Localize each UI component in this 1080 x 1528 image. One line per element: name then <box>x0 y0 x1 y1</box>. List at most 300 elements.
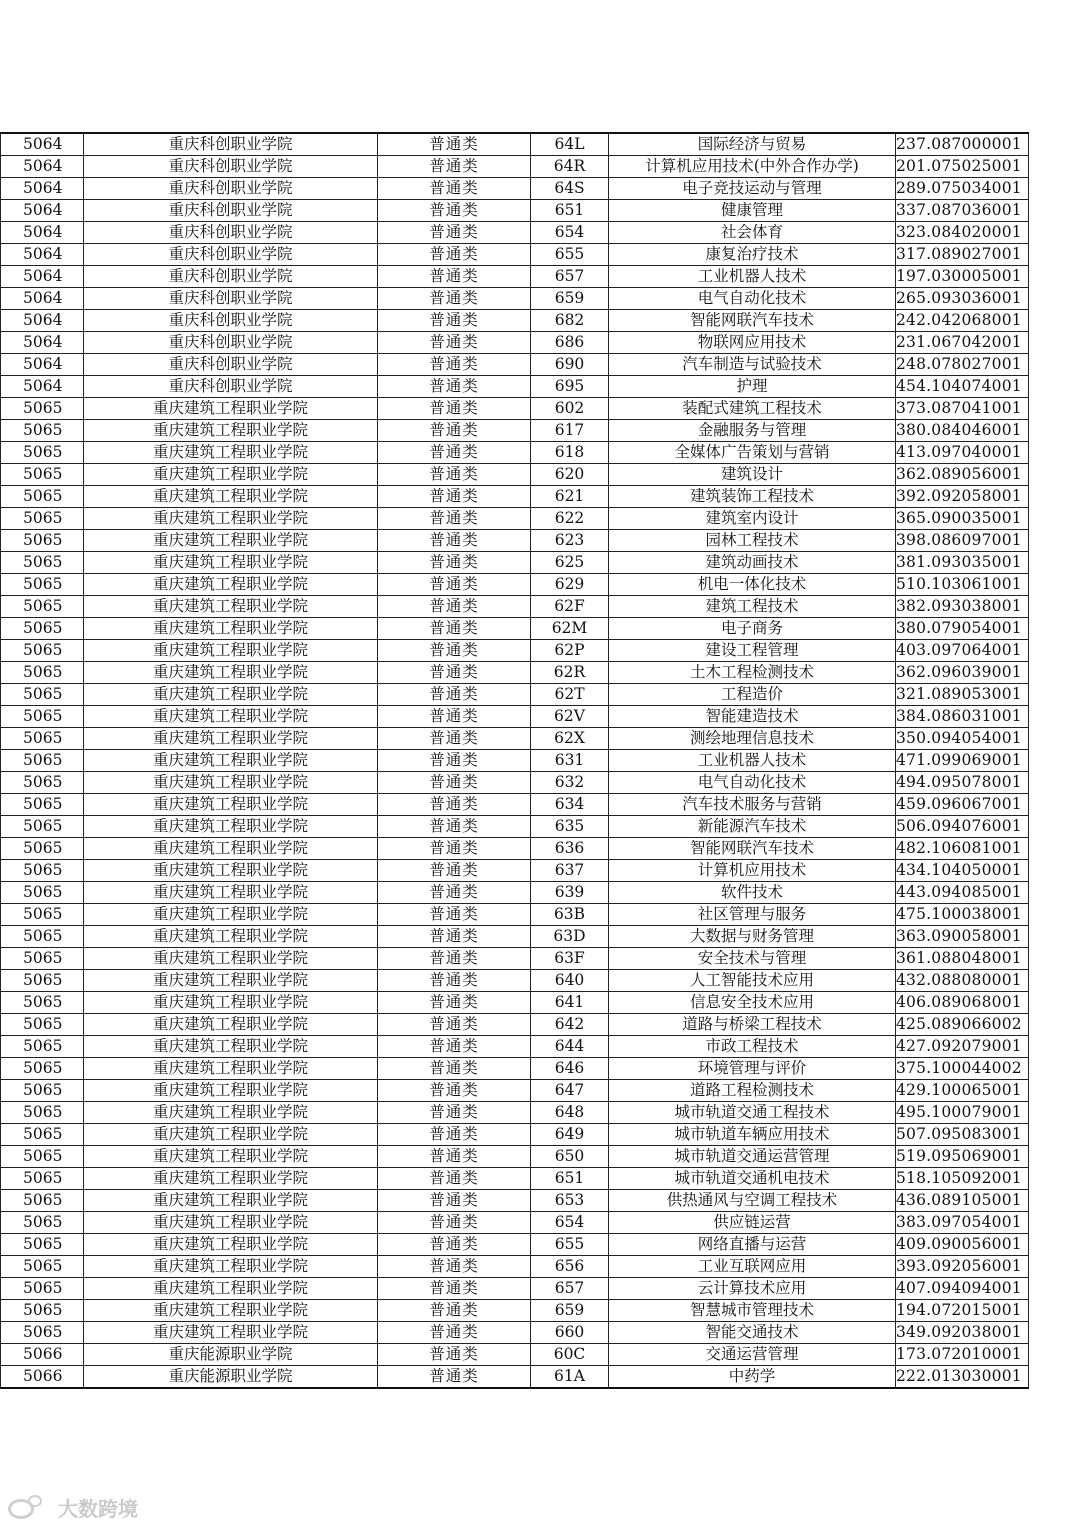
cell-school-name: 重庆科创职业学院 <box>84 133 378 156</box>
cell-school-name: 重庆建筑工程职业学院 <box>84 508 378 530</box>
table-row <box>1 618 1029 640</box>
cell-major-code: 646 <box>531 1058 609 1080</box>
cell-major-name: 信息安全技术应用 <box>609 992 896 1014</box>
cell-score: 375.100044002 <box>896 1058 1029 1080</box>
cell-score: 197.030005001 <box>896 266 1029 288</box>
cell-score: 382.093038001 <box>896 596 1029 618</box>
cell-school-code: 5065 <box>1 1036 84 1058</box>
cell-score: 321.089053001 <box>896 684 1029 706</box>
cell-major-code: 690 <box>531 354 609 376</box>
cell-school-name: 重庆科创职业学院 <box>84 376 378 398</box>
table-row <box>1 816 1029 838</box>
cell-score: 242.042068001 <box>896 310 1029 332</box>
cell-school-code: 5064 <box>1 156 84 178</box>
cell-school-name: 重庆科创职业学院 <box>84 288 378 310</box>
cell-category: 普通类 <box>378 1058 531 1080</box>
cell-score: 317.089027001 <box>896 244 1029 266</box>
cell-major-name: 园林工程技术 <box>609 530 896 552</box>
table-row <box>1 442 1029 464</box>
cell-major-name: 建筑动画技术 <box>609 552 896 574</box>
cell-category: 普通类 <box>378 816 531 838</box>
table-row <box>1 200 1029 222</box>
cell-category: 普通类 <box>378 244 531 266</box>
cell-school-code: 5065 <box>1 464 84 486</box>
cell-school-code: 5065 <box>1 948 84 970</box>
cell-school-name: 重庆科创职业学院 <box>84 156 378 178</box>
cell-score: 231.067042001 <box>896 332 1029 354</box>
cell-major-code: 659 <box>531 1300 609 1322</box>
cell-major-name: 大数据与财务管理 <box>609 926 896 948</box>
cell-school-code: 5065 <box>1 1322 84 1344</box>
cell-major-name: 云计算技术应用 <box>609 1278 896 1300</box>
cell-school-name: 重庆建筑工程职业学院 <box>84 904 378 926</box>
cell-school-name: 重庆建筑工程职业学院 <box>84 1322 378 1344</box>
table-row <box>1 882 1029 904</box>
cell-school-code: 5065 <box>1 1014 84 1036</box>
cell-school-code: 5064 <box>1 200 84 222</box>
cell-category: 普通类 <box>378 398 531 420</box>
cell-major-code: 650 <box>531 1146 609 1168</box>
cell-score: 289.075034001 <box>896 178 1029 200</box>
table-row <box>1 266 1029 288</box>
cell-major-name: 社区管理与服务 <box>609 904 896 926</box>
cell-major-name: 金融服务与管理 <box>609 420 896 442</box>
cell-major-code: 649 <box>531 1124 609 1146</box>
table-row <box>1 1300 1029 1322</box>
cell-category: 普通类 <box>378 420 531 442</box>
cell-major-name: 机电一体化技术 <box>609 574 896 596</box>
cell-category: 普通类 <box>378 310 531 332</box>
cell-school-name: 重庆建筑工程职业学院 <box>84 684 378 706</box>
cell-school-code: 5065 <box>1 684 84 706</box>
cell-school-name: 重庆建筑工程职业学院 <box>84 1212 378 1234</box>
cell-major-code: 625 <box>531 552 609 574</box>
cell-school-code: 5065 <box>1 530 84 552</box>
cell-score: 507.095083001 <box>896 1124 1029 1146</box>
cell-school-name: 重庆建筑工程职业学院 <box>84 1256 378 1278</box>
cell-school-name: 重庆建筑工程职业学院 <box>84 860 378 882</box>
cell-score: 432.088080001 <box>896 970 1029 992</box>
cell-school-name: 重庆建筑工程职业学院 <box>84 1080 378 1102</box>
cell-school-name: 重庆建筑工程职业学院 <box>84 1234 378 1256</box>
cell-major-name: 物联网应用技术 <box>609 332 896 354</box>
table-row <box>1 1146 1029 1168</box>
cell-major-name: 道路工程检测技术 <box>609 1080 896 1102</box>
cell-score: 383.097054001 <box>896 1212 1029 1234</box>
cell-score: 380.079054001 <box>896 618 1029 640</box>
cell-category: 普通类 <box>378 1366 531 1389</box>
cell-school-name: 重庆建筑工程职业学院 <box>84 640 378 662</box>
table-row <box>1 464 1029 486</box>
cell-school-code: 5064 <box>1 266 84 288</box>
table-row <box>1 420 1029 442</box>
cell-major-code: 64L <box>531 133 609 156</box>
cell-score: 494.095078001 <box>896 772 1029 794</box>
cell-major-name: 建设工程管理 <box>609 640 896 662</box>
cell-school-name: 重庆建筑工程职业学院 <box>84 816 378 838</box>
cell-major-name: 土木工程检测技术 <box>609 662 896 684</box>
cell-score: 237.087000001 <box>896 133 1029 156</box>
table-row <box>1 926 1029 948</box>
table-row <box>1 508 1029 530</box>
cell-school-code: 5065 <box>1 420 84 442</box>
cell-major-name: 环境管理与评价 <box>609 1058 896 1080</box>
cell-school-name: 重庆建筑工程职业学院 <box>84 1146 378 1168</box>
cell-major-name: 计算机应用技术 <box>609 860 896 882</box>
cell-school-name: 重庆建筑工程职业学院 <box>84 750 378 772</box>
cell-school-code: 5065 <box>1 596 84 618</box>
cell-major-code: 695 <box>531 376 609 398</box>
cell-major-name: 装配式建筑工程技术 <box>609 398 896 420</box>
cell-major-name: 道路与桥梁工程技术 <box>609 1014 896 1036</box>
cell-score: 427.092079001 <box>896 1036 1029 1058</box>
cell-category: 普通类 <box>378 1080 531 1102</box>
cell-category: 普通类 <box>378 178 531 200</box>
cell-school-code: 5065 <box>1 1058 84 1080</box>
cell-major-code: 63F <box>531 948 609 970</box>
cell-major-code: 621 <box>531 486 609 508</box>
cell-category: 普通类 <box>378 530 531 552</box>
cell-school-code: 5064 <box>1 376 84 398</box>
cell-score: 454.104074001 <box>896 376 1029 398</box>
cell-major-code: 640 <box>531 970 609 992</box>
table-body <box>1 133 1029 1388</box>
cell-score: 384.086031001 <box>896 706 1029 728</box>
cell-major-name: 电子商务 <box>609 618 896 640</box>
cell-major-name: 城市轨道车辆应用技术 <box>609 1124 896 1146</box>
cell-school-name: 重庆建筑工程职业学院 <box>84 1300 378 1322</box>
cell-major-code: 623 <box>531 530 609 552</box>
cell-school-name: 重庆科创职业学院 <box>84 244 378 266</box>
cell-category: 普通类 <box>378 1278 531 1300</box>
table-row <box>1 1212 1029 1234</box>
cell-major-name: 新能源汽车技术 <box>609 816 896 838</box>
cell-major-name: 智慧城市管理技术 <box>609 1300 896 1322</box>
cell-school-code: 5064 <box>1 332 84 354</box>
cell-category: 普通类 <box>378 464 531 486</box>
table-row <box>1 244 1029 266</box>
cell-category: 普通类 <box>378 728 531 750</box>
table-row <box>1 354 1029 376</box>
table-row <box>1 1278 1029 1300</box>
table-row <box>1 530 1029 552</box>
cell-school-code: 5065 <box>1 1124 84 1146</box>
table-row <box>1 1366 1029 1389</box>
cell-major-code: 602 <box>531 398 609 420</box>
cell-major-name: 汽车制造与试验技术 <box>609 354 896 376</box>
cell-category: 普通类 <box>378 684 531 706</box>
cell-category: 普通类 <box>378 200 531 222</box>
cell-school-name: 重庆建筑工程职业学院 <box>84 574 378 596</box>
cell-major-code: 656 <box>531 1256 609 1278</box>
cell-score: 413.097040001 <box>896 442 1029 464</box>
cell-school-code: 5065 <box>1 1102 84 1124</box>
cell-category: 普通类 <box>378 1036 531 1058</box>
cell-school-name: 重庆建筑工程职业学院 <box>84 882 378 904</box>
cell-school-name: 重庆科创职业学院 <box>84 332 378 354</box>
cell-school-code: 5064 <box>1 133 84 156</box>
cell-major-code: 635 <box>531 816 609 838</box>
table-row <box>1 662 1029 684</box>
cell-score: 475.100038001 <box>896 904 1029 926</box>
table-row <box>1 640 1029 662</box>
table-row <box>1 310 1029 332</box>
cell-major-code: 60C <box>531 1344 609 1366</box>
cell-category: 普通类 <box>378 266 531 288</box>
cell-major-name: 交通运营管理 <box>609 1344 896 1366</box>
cell-major-name: 网络直播与运营 <box>609 1234 896 1256</box>
table-row <box>1 1322 1029 1344</box>
cell-major-code: 631 <box>531 750 609 772</box>
cell-school-name: 重庆建筑工程职业学院 <box>84 838 378 860</box>
cell-school-code: 5065 <box>1 794 84 816</box>
cell-school-name: 重庆科创职业学院 <box>84 200 378 222</box>
table-row <box>1 133 1029 156</box>
cell-major-name: 安全技术与管理 <box>609 948 896 970</box>
cell-school-name: 重庆建筑工程职业学院 <box>84 1168 378 1190</box>
cell-score: 518.105092001 <box>896 1168 1029 1190</box>
weibo-logo-icon <box>8 1495 52 1521</box>
cell-category: 普通类 <box>378 354 531 376</box>
cell-category: 普通类 <box>378 772 531 794</box>
cell-score: 510.103061001 <box>896 574 1029 596</box>
admission-table-sheet <box>0 132 1028 1389</box>
cell-score: 434.104050001 <box>896 860 1029 882</box>
table-row <box>1 772 1029 794</box>
cell-school-code: 5065 <box>1 992 84 1014</box>
cell-major-code: 647 <box>531 1080 609 1102</box>
table-row <box>1 222 1029 244</box>
cell-school-code: 5064 <box>1 222 84 244</box>
cell-major-code: 63B <box>531 904 609 926</box>
cell-score: 365.090035001 <box>896 508 1029 530</box>
table-row <box>1 486 1029 508</box>
cell-school-code: 5065 <box>1 1278 84 1300</box>
cell-major-name: 计算机应用技术(中外合作办学) <box>609 156 896 178</box>
cell-score: 443.094085001 <box>896 882 1029 904</box>
cell-major-code: 659 <box>531 288 609 310</box>
cell-school-name: 重庆建筑工程职业学院 <box>84 1102 378 1124</box>
cell-major-name: 建筑工程技术 <box>609 596 896 618</box>
cell-school-name: 重庆建筑工程职业学院 <box>84 706 378 728</box>
cell-major-code: 629 <box>531 574 609 596</box>
cell-school-code: 5065 <box>1 1212 84 1234</box>
table-row <box>1 992 1029 1014</box>
cell-major-name: 城市轨道交通机电技术 <box>609 1168 896 1190</box>
table-row <box>1 1234 1029 1256</box>
cell-major-name: 社会体育 <box>609 222 896 244</box>
cell-major-name: 智能网联汽车技术 <box>609 838 896 860</box>
cell-major-code: 653 <box>531 1190 609 1212</box>
table-row <box>1 596 1029 618</box>
cell-school-name: 重庆建筑工程职业学院 <box>84 926 378 948</box>
table-row <box>1 970 1029 992</box>
cell-category: 普通类 <box>378 1014 531 1036</box>
table-row <box>1 1014 1029 1036</box>
cell-major-code: 657 <box>531 1278 609 1300</box>
table-row <box>1 178 1029 200</box>
cell-category: 普通类 <box>378 1124 531 1146</box>
cell-major-code: 64R <box>531 156 609 178</box>
cell-school-name: 重庆建筑工程职业学院 <box>84 794 378 816</box>
table-row <box>1 750 1029 772</box>
cell-school-code: 5066 <box>1 1344 84 1366</box>
table-row <box>1 1080 1029 1102</box>
cell-major-name: 建筑装饰工程技术 <box>609 486 896 508</box>
cell-school-code: 5064 <box>1 244 84 266</box>
cell-school-name: 重庆建筑工程职业学院 <box>84 530 378 552</box>
cell-school-code: 5065 <box>1 1234 84 1256</box>
cell-category: 普通类 <box>378 1212 531 1234</box>
cell-category: 普通类 <box>378 750 531 772</box>
cell-major-name: 测绘地理信息技术 <box>609 728 896 750</box>
cell-category: 普通类 <box>378 574 531 596</box>
cell-major-name: 国际经济与贸易 <box>609 133 896 156</box>
cell-category: 普通类 <box>378 1344 531 1366</box>
cell-major-code: 636 <box>531 838 609 860</box>
cell-major-code: 648 <box>531 1102 609 1124</box>
cell-major-code: 657 <box>531 266 609 288</box>
cell-category: 普通类 <box>378 486 531 508</box>
cell-major-code: 64S <box>531 178 609 200</box>
watermark <box>8 1493 138 1522</box>
cell-major-code: 632 <box>531 772 609 794</box>
cell-school-name: 重庆建筑工程职业学院 <box>84 662 378 684</box>
cell-category: 普通类 <box>378 662 531 684</box>
cell-school-code: 5065 <box>1 750 84 772</box>
cell-major-code: 655 <box>531 244 609 266</box>
cell-major-name: 人工智能技术应用 <box>609 970 896 992</box>
table-row <box>1 574 1029 596</box>
cell-category: 普通类 <box>378 926 531 948</box>
table-row <box>1 684 1029 706</box>
cell-score: 201.075025001 <box>896 156 1029 178</box>
cell-category: 普通类 <box>378 794 531 816</box>
table-row <box>1 552 1029 574</box>
cell-major-code: 637 <box>531 860 609 882</box>
cell-category: 普通类 <box>378 860 531 882</box>
cell-category: 普通类 <box>378 508 531 530</box>
cell-major-code: 634 <box>531 794 609 816</box>
cell-school-name: 重庆科创职业学院 <box>84 266 378 288</box>
cell-major-name: 城市轨道交通运营管理 <box>609 1146 896 1168</box>
cell-school-name: 重庆建筑工程职业学院 <box>84 552 378 574</box>
cell-score: 398.086097001 <box>896 530 1029 552</box>
cell-category: 普通类 <box>378 376 531 398</box>
cell-major-name: 软件技术 <box>609 882 896 904</box>
table-row <box>1 332 1029 354</box>
cell-major-name: 供应链运营 <box>609 1212 896 1234</box>
cell-score: 436.089105001 <box>896 1190 1029 1212</box>
cell-school-code: 5064 <box>1 310 84 332</box>
cell-school-code: 5065 <box>1 1256 84 1278</box>
table-row <box>1 398 1029 420</box>
cell-major-name: 康复治疗技术 <box>609 244 896 266</box>
cell-category: 普通类 <box>378 552 531 574</box>
cell-major-code: 654 <box>531 1212 609 1234</box>
cell-school-code: 5065 <box>1 662 84 684</box>
cell-major-code: 63D <box>531 926 609 948</box>
table-row <box>1 1058 1029 1080</box>
cell-major-name: 供热通风与空调工程技术 <box>609 1190 896 1212</box>
cell-category: 普通类 <box>378 948 531 970</box>
cell-major-code: 641 <box>531 992 609 1014</box>
cell-score: 392.092058001 <box>896 486 1029 508</box>
cell-category: 普通类 <box>378 442 531 464</box>
cell-major-code: 660 <box>531 1322 609 1344</box>
cell-score: 403.097064001 <box>896 640 1029 662</box>
cell-major-code: 686 <box>531 332 609 354</box>
cell-major-name: 建筑室内设计 <box>609 508 896 530</box>
cell-score: 381.093035001 <box>896 552 1029 574</box>
cell-category: 普通类 <box>378 1300 531 1322</box>
cell-major-code: 639 <box>531 882 609 904</box>
cell-school-code: 5065 <box>1 706 84 728</box>
cell-major-code: 655 <box>531 1234 609 1256</box>
cell-category: 普通类 <box>378 1190 531 1212</box>
cell-score: 349.092038001 <box>896 1322 1029 1344</box>
cell-category: 普通类 <box>378 1234 531 1256</box>
cell-category: 普通类 <box>378 838 531 860</box>
cell-major-code: 617 <box>531 420 609 442</box>
cell-major-name: 工业互联网应用 <box>609 1256 896 1278</box>
cell-category: 普通类 <box>378 706 531 728</box>
cell-major-name: 智能交通技术 <box>609 1322 896 1344</box>
cell-score: 373.087041001 <box>896 398 1029 420</box>
cell-school-name: 重庆建筑工程职业学院 <box>84 442 378 464</box>
cell-category: 普通类 <box>378 1256 531 1278</box>
cell-school-code: 5065 <box>1 1146 84 1168</box>
cell-school-code: 5065 <box>1 552 84 574</box>
cell-school-name: 重庆建筑工程职业学院 <box>84 772 378 794</box>
cell-school-code: 5065 <box>1 860 84 882</box>
cell-school-name: 重庆建筑工程职业学院 <box>84 486 378 508</box>
cell-school-name: 重庆建筑工程职业学院 <box>84 1058 378 1080</box>
cell-major-name: 电气自动化技术 <box>609 288 896 310</box>
cell-school-name: 重庆能源职业学院 <box>84 1344 378 1366</box>
cell-category: 普通类 <box>378 992 531 1014</box>
cell-school-code: 5065 <box>1 882 84 904</box>
table-row <box>1 1102 1029 1124</box>
cell-major-name: 汽车技术服务与营销 <box>609 794 896 816</box>
cell-major-name: 工业机器人技术 <box>609 750 896 772</box>
cell-school-code: 5065 <box>1 926 84 948</box>
cell-school-code: 5065 <box>1 1080 84 1102</box>
table-row <box>1 156 1029 178</box>
cell-school-name: 重庆建筑工程职业学院 <box>84 618 378 640</box>
cell-school-name: 重庆科创职业学院 <box>84 222 378 244</box>
cell-school-name: 重庆科创职业学院 <box>84 178 378 200</box>
cell-score: 350.094054001 <box>896 728 1029 750</box>
cell-school-name: 重庆建筑工程职业学院 <box>84 970 378 992</box>
cell-score: 323.084020001 <box>896 222 1029 244</box>
cell-score: 495.100079001 <box>896 1102 1029 1124</box>
cell-school-code: 5065 <box>1 904 84 926</box>
cell-major-name: 建筑设计 <box>609 464 896 486</box>
cell-score: 362.089056001 <box>896 464 1029 486</box>
cell-score: 506.094076001 <box>896 816 1029 838</box>
cell-major-name: 全媒体广告策划与营销 <box>609 442 896 464</box>
cell-category: 普通类 <box>378 1322 531 1344</box>
cell-school-code: 5064 <box>1 288 84 310</box>
cell-major-name: 电子竞技运动与管理 <box>609 178 896 200</box>
cell-school-code: 5066 <box>1 1366 84 1389</box>
admission-score-table <box>0 132 1029 1389</box>
cell-school-code: 5064 <box>1 178 84 200</box>
table-row <box>1 1168 1029 1190</box>
table-row <box>1 1036 1029 1058</box>
cell-category: 普通类 <box>378 1146 531 1168</box>
